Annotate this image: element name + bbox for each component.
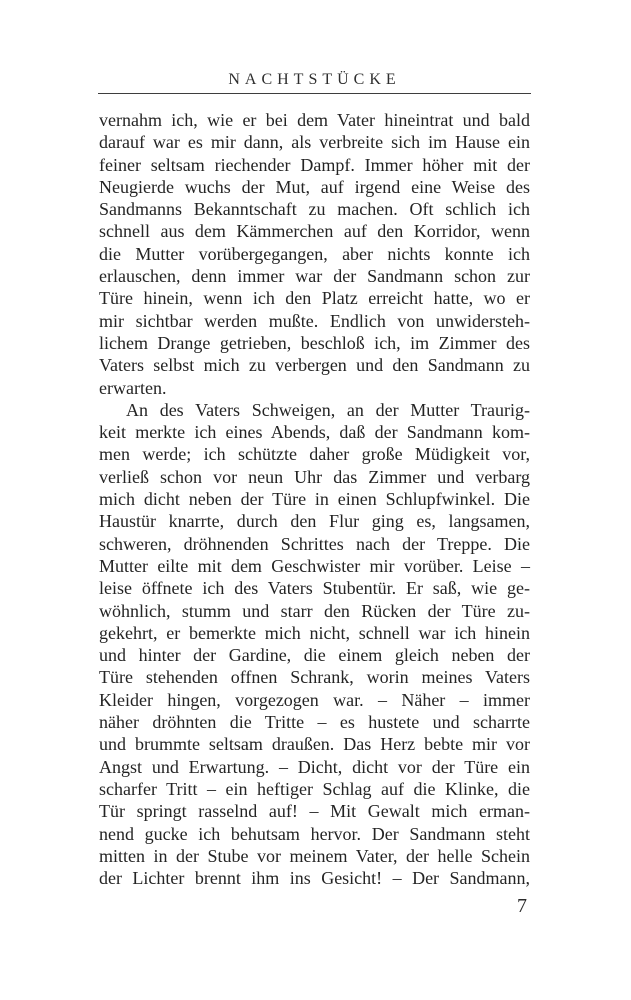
running-header bbox=[98, 71, 531, 94]
text-line: schweren, dröhnenden Schrittes nach der Treppe. Die bbox=[99, 533, 530, 554]
page-text bbox=[99, 109, 530, 889]
text-line: lichem Drange getrieben, beschloß ich, im Zimmer des bbox=[99, 332, 530, 353]
text-line: und brummte seltsam draußen. Das Herz bebte mir vor bbox=[99, 734, 530, 755]
text-line: mir sichtbar werden mußte. Endlich von unwidersteh- bbox=[99, 310, 530, 331]
running-header-title: NACHTSTÜCKE bbox=[228, 71, 401, 88]
text-line: Angst und Erwartung. – Dicht, dicht vor der Türe ein bbox=[99, 756, 530, 777]
text-line: Tür springt rasselnd auf! – Mit Gewalt mich erman- bbox=[99, 801, 530, 822]
text-line: Kleider hingen, vorgezogen war. – Näher – immer bbox=[99, 689, 530, 710]
text-line: mich dicht neben der Türe in einen Schlupfwinkel. Die bbox=[99, 489, 530, 510]
text-line: nend gucke ich behutsam hervor. Der Sandmann steht bbox=[99, 823, 530, 844]
text-line: Türe hinein, wenn ich den Platz erreicht hatte, wo er bbox=[99, 288, 530, 309]
text-line: mitten in der Stube vor meinem Vater, der helle Schein bbox=[99, 845, 530, 866]
text-line: men werde; ich schützte daher große Müdigkeit vor, bbox=[99, 444, 530, 465]
text-line: verließ schon vor neun Uhr das Zimmer und verbarg bbox=[99, 466, 530, 487]
text-line: näher dröhnten die Tritte – es hustete und scharrte bbox=[99, 712, 530, 733]
text-line: An des Vaters Schweigen, an der Mutter Traurig- bbox=[126, 399, 530, 420]
text-line: und hinter der Gardine, die einem gleich neben der bbox=[99, 645, 530, 666]
text-line: darauf war es mir dann, als verbreite sich im Hause ein bbox=[99, 132, 530, 153]
text-line: vernahm ich, wie er bei dem Vater hineintrat und bald bbox=[99, 110, 530, 130]
text-line: schnell aus dem Kämmerchen auf den Korridor, wenn bbox=[99, 221, 530, 242]
text-line: leise öffnete ich des Vaters Stubentür. Er saß, wie ge- bbox=[99, 578, 530, 599]
text-line: Türe stehenden offnen Schrank, worin meines Vaters bbox=[99, 667, 530, 688]
text-line: Mutter eilte mit dem Geschwister mir vorüber. Leise – bbox=[99, 555, 530, 576]
text-line: erwarten. bbox=[99, 377, 167, 398]
text-line: gekehrt, er bemerkte mich nicht, schnell war ich hinein bbox=[99, 622, 530, 643]
page-number: 7 bbox=[517, 895, 527, 917]
text-line: Sandmanns Bekanntschaft zu machen. Oft schlich ich bbox=[99, 199, 530, 220]
text-line: Neugierde wuchs der Mut, auf irgend eine Weise des bbox=[99, 176, 530, 197]
text-line: der Lichter brennt ihm ins Gesicht! – Der Sandmann, bbox=[99, 868, 530, 889]
text-line: erlauschen, denn immer war der Sandmann schon zur bbox=[99, 266, 530, 287]
text-line: feiner seltsam riechender Dampf. Immer höher mit der bbox=[99, 154, 530, 175]
text-line: keit merkte ich eines Abends, daß der Sandmann kom- bbox=[99, 422, 530, 443]
text-line: Vaters selbst mich zu verbergen und den Sandmann zu bbox=[99, 355, 530, 376]
text-line: wöhnlich, stumm und starr den Rücken der Türe zu- bbox=[99, 600, 530, 621]
text-line: die Mutter vorübergegangen, aber nichts konnte ich bbox=[99, 243, 530, 264]
text-line: scharfer Tritt – ein heftiger Schlag auf die Klinke, die bbox=[99, 778, 530, 799]
text-line: Haustür knarrte, durch den Flur ging es, langsamen, bbox=[99, 511, 530, 532]
